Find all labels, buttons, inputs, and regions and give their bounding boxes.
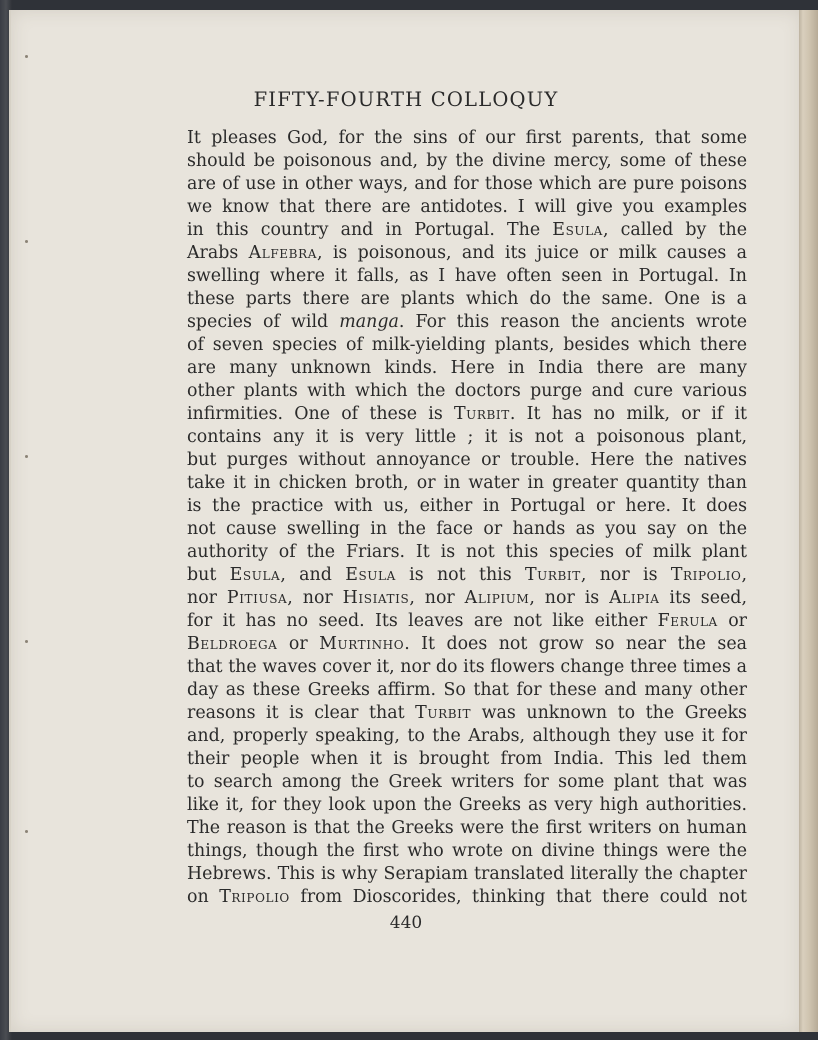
small-caps-term: Turbit [415,703,472,723]
text-line [187,173,747,196]
text-run: authority of the Friars. It is not this species of milk plant [187,542,747,562]
text-line [187,656,747,679]
text-run: should be poisonous and, by the divine mercy, some of these [187,151,747,171]
text-run: and, properly speaking, to the Arabs, although they use it for [187,726,747,746]
text-run: its seed, [659,588,747,608]
text-line [187,679,747,702]
text-run: reasons it is clear that [187,703,416,723]
binding-mark [25,240,28,243]
text-run: in this country and in Portugal. The [187,220,553,240]
text-run: It pleases God, for the sins of our first parents, that some [187,128,747,148]
text-line [187,564,747,587]
small-caps-term: Beldroega [187,634,278,654]
text-run: day as these Greeks affirm. So that for these and many other [187,680,747,700]
text-line [187,702,747,725]
text-run: , called by the [602,220,747,240]
text-run: Arabs [187,243,249,263]
binding-mark [25,640,28,643]
text-run: on [187,887,220,907]
text-run: to search among the Greek writers for some plant that was [187,772,747,792]
text-line [187,426,747,449]
text-run: from Dioscorides, thinking that there could not [289,887,748,907]
small-caps-term: Alfebra [248,243,317,263]
text-line [187,265,747,288]
text-run: is not this [395,565,525,585]
text-run: other plants with which the doctors purge and cure various [187,381,747,401]
small-caps-term: Alipia [609,588,660,608]
text-line [187,242,747,265]
text-run: , nor [287,588,343,608]
text-line [187,403,747,426]
body-text [187,127,747,909]
text-line [187,725,747,748]
text-run: contains any it is very little ; it is not a poisonous plant, [187,427,747,447]
text-line [187,219,747,242]
text-run: is the practice with us, either in Portugal or here. It does [187,496,747,516]
text-run: The reason is that the Greeks were the first writers on human [187,818,747,838]
text-run: Hebrews. This is why Serapiam translated literally the chapter [187,864,747,884]
text-line [187,196,747,219]
text-line [187,472,747,495]
small-caps-term: Alipium [464,588,530,608]
text-run: , nor [409,588,465,608]
text-run: are of use in other ways, and for those which are pure poisons [187,174,747,194]
text-line [187,357,747,380]
book-page [9,10,801,1032]
small-caps-term: Esula [229,565,281,585]
binding-mark [25,55,28,58]
italic-term: manga [339,312,399,332]
text-line [187,610,747,633]
text-run: that the waves cover it, nor do its flowers change three times a [187,657,747,677]
text-line [187,311,747,334]
text-line [187,518,747,541]
binding-mark [25,830,28,833]
text-run: things, though the first who wrote on divine things were the [187,841,747,861]
text-run: . It has no milk, or if it [509,404,747,424]
text-line [187,541,747,564]
text-run: , [741,565,747,585]
text-run: was unknown to the Greeks [471,703,747,723]
page-number: 440 [389,913,423,933]
text-run: or [717,611,747,631]
text-line [187,495,747,518]
small-caps-term: Pitiusa [226,588,288,608]
text-line [187,794,747,817]
running-head: FIFTY-FOURTH COLLOQUY [253,88,559,111]
text-run: take it in chicken broth, or in water in greater quantity than [187,473,747,493]
text-run: . It does not grow so near the sea [404,634,747,654]
text-line [187,380,747,403]
text-line [187,863,747,886]
text-run: or [277,634,320,654]
page-edge [799,10,818,1032]
small-caps-term: Tripolio [670,565,742,585]
text-run: like it, for they look upon the Greeks as very high authorities. [187,795,747,815]
small-caps-term: Ferula [657,611,718,631]
text-run: of seven species of milk-yielding plants, besides which there [187,335,747,355]
small-caps-term: Tripolio [219,887,290,907]
text-run: species of wild [187,312,340,332]
text-run: are many unknown kinds. Here in India there are many [187,358,747,378]
binding-mark [25,455,28,458]
text-line [187,449,747,472]
text-run: , and [280,565,346,585]
small-caps-term: Murtinho [319,634,405,654]
text-run: we know that there are antidotes. I will give you examples [187,197,747,217]
text-line [187,633,747,656]
text-line [187,886,747,909]
small-caps-term: Hisiatis [342,588,410,608]
text-line [187,587,747,610]
text-run: infirmities. One of these is [187,404,454,424]
text-run: not cause swelling in the face or hands as you say on the [187,519,747,539]
text-line [187,288,747,311]
text-line [187,840,747,863]
text-run: nor [187,588,227,608]
text-run: their people when it is brought from India. This led them [187,749,747,769]
small-caps-term: Turbit [453,404,510,424]
text-run: swelling where it falls, as I have often seen in Portugal. In [187,266,747,286]
text-run: , is poisonous, and its juice or milk causes a [316,243,748,263]
text-line [187,748,747,771]
text-run: . For this reason the ancients wrote [398,312,747,332]
small-caps-term: Esula [552,220,603,240]
text-run: these parts there are plants which do the same. One is a [187,289,747,309]
text-run: for it has no seed. Its leaves are not like either [187,611,658,631]
text-line [187,771,747,794]
text-run: but purges without annoyance or trouble. Here the natives [187,450,747,470]
small-caps-term: Esula [345,565,396,585]
small-caps-term: Turbit [524,565,581,585]
text-line [187,817,747,840]
text-run: , nor is [580,565,671,585]
text-run: but [187,565,230,585]
text-line [187,127,747,150]
text-line [187,334,747,357]
text-run: , nor is [529,588,610,608]
text-line [187,150,747,173]
